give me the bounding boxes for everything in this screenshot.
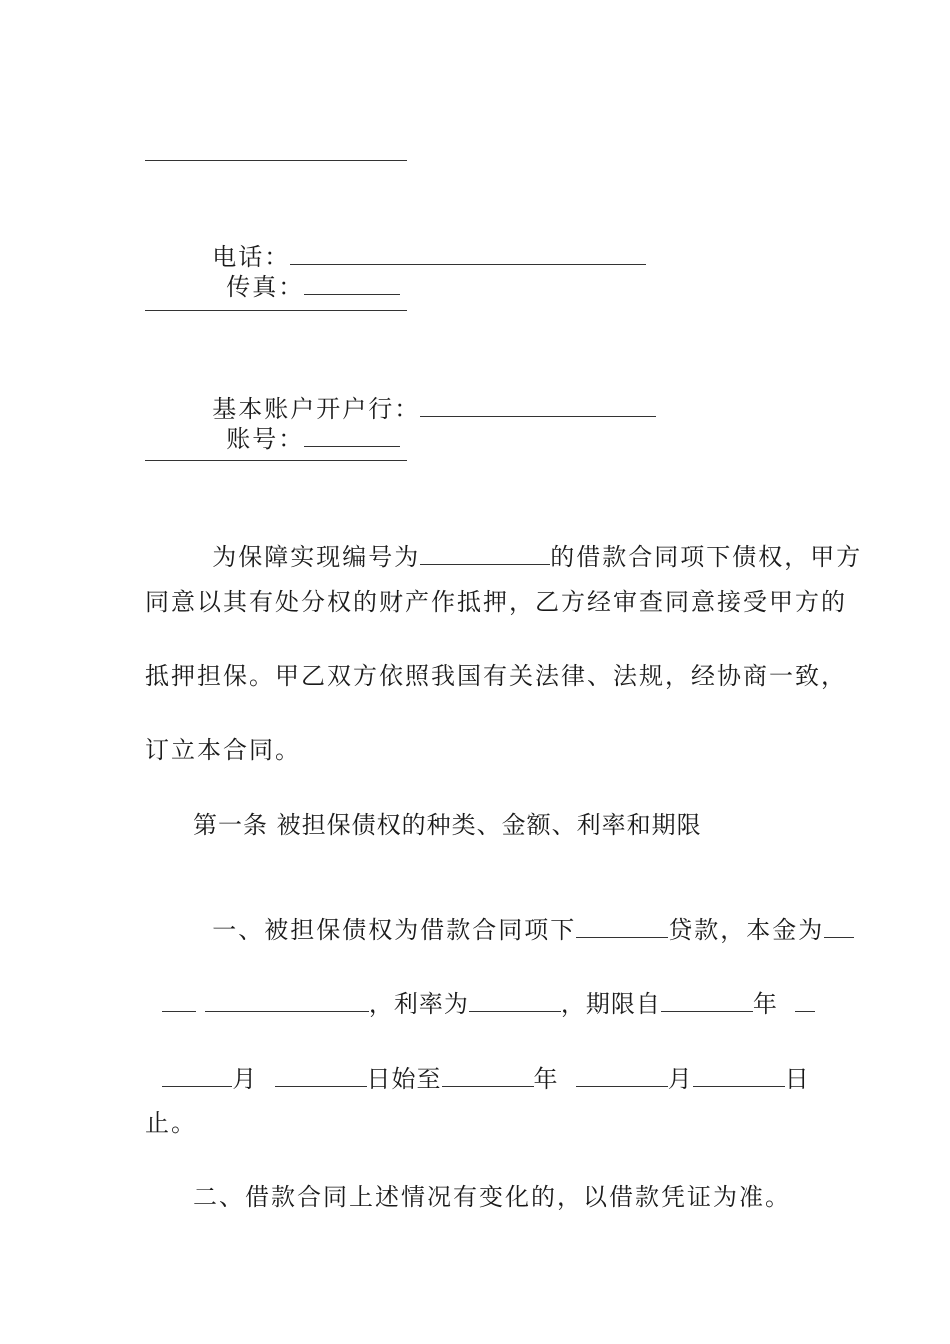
bank-label: 基本账户开户行： xyxy=(212,395,421,423)
principal-blank-cont xyxy=(162,989,196,1012)
preamble-line-2: 同意以其有处分权的财产作抵押，乙方经审查同意接受甲方的 xyxy=(145,588,847,616)
amount-blank xyxy=(205,989,369,1012)
end-day-blank xyxy=(693,1064,785,1087)
preamble-text: 为保障实现编号为 xyxy=(212,543,421,571)
preamble-line-3: 抵押担保。甲乙双方依照我国有关法律、法规，经协商一致， xyxy=(145,662,847,690)
article-1-title: 第一条 被担保债权的种类、金额、利率和期限 xyxy=(193,811,702,839)
tel-label: 电话： xyxy=(212,243,291,271)
clause-2: 二、借款合同上述情况有变化的，以借款凭证为准。 xyxy=(193,1183,791,1211)
preamble-text: 的借款合同项下债权，甲方 xyxy=(550,543,863,571)
clause-1-line-4: 止。 xyxy=(145,1109,197,1137)
blank-line xyxy=(145,160,407,161)
blank-line xyxy=(145,310,407,311)
clause-text: 日始至 xyxy=(366,1065,442,1093)
clause-text: 月 xyxy=(667,1065,693,1093)
phone-fax-line xyxy=(193,212,805,302)
end-month-blank xyxy=(576,1064,668,1087)
clause-text: 一、被担保债权为借款合同项下 xyxy=(212,916,577,944)
start-month-blank xyxy=(795,989,815,1012)
start-month-blank-cont xyxy=(162,1064,232,1087)
clause-text: 月 xyxy=(232,1065,258,1093)
contract-number-blank xyxy=(420,542,550,565)
fax-label: 传真： xyxy=(226,273,305,301)
clause-1-line-2 xyxy=(145,959,805,1019)
loan-type-blank xyxy=(576,915,668,938)
principal-blank xyxy=(824,915,854,938)
clause-text: 年 xyxy=(752,990,778,1018)
clause-text: 贷款，本金为 xyxy=(668,916,825,944)
start-year-blank xyxy=(661,989,753,1012)
fax-blank xyxy=(304,272,400,295)
blank-line xyxy=(145,460,407,461)
tel-blank xyxy=(290,242,646,265)
clause-text: ，期限自 xyxy=(560,990,661,1018)
clause-text: 日 xyxy=(784,1065,810,1093)
start-day-blank xyxy=(275,1064,367,1087)
bank-account-line xyxy=(193,364,805,454)
clause-text: 年 xyxy=(533,1065,559,1093)
bank-blank xyxy=(420,394,656,417)
clause-1-line-1 xyxy=(193,885,825,945)
account-label: 账号： xyxy=(226,425,305,453)
preamble-line-4: 订立本合同。 xyxy=(145,736,301,764)
clause-text: ，利率为 xyxy=(368,990,469,1018)
clause-1-line-3 xyxy=(145,1034,810,1094)
account-blank xyxy=(304,424,400,447)
end-year-blank xyxy=(442,1064,534,1087)
rate-blank xyxy=(469,989,561,1012)
preamble-line-1 xyxy=(193,512,863,572)
